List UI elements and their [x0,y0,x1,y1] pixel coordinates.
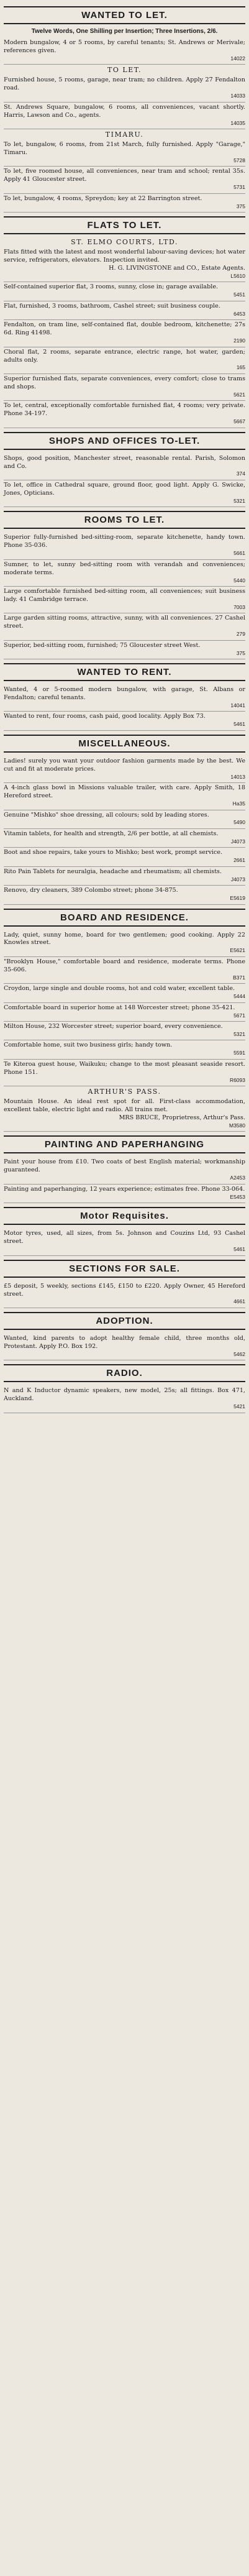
ad-item [4,957,245,984]
ad-reference: 5671 [233,1012,245,1019]
ad-item [4,320,245,347]
ad-item [4,247,245,282]
ad-reference: A2453 [230,1175,245,1181]
ad-reference: 14041 [230,702,245,708]
ad-reference: R6093 [229,1076,245,1083]
ad-reference: 375 [236,203,245,209]
ad-text: "Brooklyn House," comfortable board and residence, moderate terms. Phone 35-606. [4,958,245,973]
ad-reference: 14022 [230,55,245,62]
ad-reference: E5621 [230,947,245,954]
ad-text: Wanted, 4 or 5-roomed modern bungalow, with garage, St. Albans or Fendalton; careful tenants. [4,686,245,701]
section-heading-motor: Motor Requisites. [4,1207,245,1225]
ad-reference: 375 [236,649,245,656]
ad-item [4,301,245,320]
rate-notice: Twelve Words, One Shilling per Insertion; Three Insertions, 2/6. [31,28,218,35]
ad-reference: M3580 [229,1122,245,1129]
ad-item [4,587,245,613]
ad-item [4,38,245,65]
ad-text: To let, bungalow, 6 rooms, from 21st March, fully furnished. Apply "Garage," Timaru. [4,141,245,156]
ad-text: To let, bungalow, 4 rooms, Spreydon; key at 22 Barrington street. [4,195,202,202]
ad-item [4,829,245,848]
ad-text: Sumner, to let, sunny bed-sitting room with verandah and conveniences; moderate terms. [4,561,245,576]
ad-reference: 5661 [233,550,245,557]
ad-reference: 5444 [233,993,245,1000]
ad-item [4,1097,245,1132]
ad-reference: 5461 [233,1246,245,1253]
ad-reference: 5728 [233,157,245,163]
ad-text: £5 deposit, 5 weekly, sections £145, £150 to £220. Apply Owner, 45 Hereford street. [4,1282,245,1298]
ad-text: Te Kiteroa guest house, Waikuku; change to the most pleasant seaside resort. Phone 151. [4,1060,245,1076]
section-heading-shops-offices: SHOPS AND OFFICES TO-LET. [4,432,245,450]
ad-reference: 14013 [230,773,245,780]
ad-item [4,810,245,829]
ad-item [4,1022,245,1040]
ad-reference: 14035 [230,119,245,126]
ad-item [4,454,245,480]
ad-item [4,641,245,659]
ad-text: Superior furnished flats, separate conveniences, every comfort; close to trams and shops. [4,375,245,390]
ad-reference: 5667 [233,418,245,425]
ad-text: To let, five roomed house, all conveniences, near tram and school; rental 35s. Apply 41 Gloucester street. [4,168,245,183]
section-heading-sections-for-sale: SECTIONS FOR SALE. [4,1260,245,1278]
ad-item [4,930,245,957]
section-heading-adoption: ADOPTION. [4,1312,245,1330]
ad-item [4,560,245,587]
ad-reference: J4073 [230,876,245,882]
ad-reference: 5421 [233,1403,245,1410]
ad-text: Modern bungalow, 4 or 5 rooms, by careful tenants; St. Andrews or Merivale; references given. [4,39,245,54]
subheading-st-elmo-courts: ST. ELMO COURTS, LTD. [71,238,178,247]
ad-text: Mountain House. An ideal rest spot for all. First-class accommodation, excellent table, electric light and radio. All trains met. [4,1098,245,1114]
ad-item [4,401,245,428]
ad-item [4,1003,245,1022]
ad-reference: B371 [233,974,245,981]
section-heading-rooms-to-let: ROOMS TO LET. [4,511,245,529]
ad-signature: H. G. LIVINGSTONE and CO., Estate Agents. [109,265,245,272]
ad-text: Flats fitted with the latest and most wonderful labour-saving devices; hot water service, refrigerators, elevators. Inspection invited. [4,249,245,264]
ad-text: St. Andrews Square, bungalow, 6 rooms, all conveniences, vacant shortly. Harris, Lawson and Co., agents. [4,103,245,119]
ad-text: Large comfortable furnished bed-sitting room, all conveniences; suit business lady. 41 Cambridge terrace. [4,587,245,603]
ad-reference: 5321 [233,497,245,504]
ad-item [4,347,245,374]
ad-text: Choral flat, 2 rooms, separate entrance, electric range, hot water, garden; adults only. [4,348,245,364]
ad-text: Boot and shoe repairs, take yours to Mishko; best work, prompt service. [4,849,223,856]
ad-text: Superior, bed-sitting room, furnished; 75 Gloucester street West. [4,641,201,649]
ad-item [4,1229,245,1255]
section-heading-board-residence: BOARD AND RESIDENCE. [4,909,245,927]
section-heading-radio: RADIO. [4,1364,245,1382]
ad-item [4,1157,245,1184]
ad-reference: J4073 [230,838,245,845]
ad-text: Shops, good position, Manchester street, reasonable rental. Parish, Solomon and Co. [4,454,245,470]
section-heading-wanted-to-rent: WANTED TO RENT. [4,663,245,681]
ad-reference: 14033 [230,93,245,99]
section-heading-to-let: TO LET. [107,66,142,75]
ad-item [4,984,245,1002]
ad-item [4,848,245,866]
ad-item [4,1281,245,1308]
ad-reference: 374 [236,470,245,477]
ad-text: Motor tyres, used, all sizes, from 5s. Johnson and Couzins Ltd, 93 Cashel street. [4,1230,245,1245]
ad-text: Superior fully-furnished bed-sitting-room, separate kitchenette, handy town. Phone 35-036. [4,534,245,549]
ad-reference: 2661 [233,857,245,864]
ad-reference: 5440 [233,577,245,584]
ad-text: Large garden sitting rooms, attractive, sunny, with all conveniences. 27 Cashel street. [4,615,245,630]
ad-item [4,1040,245,1059]
ad-text: A 4-inch glass bowl in Missions valuable trailer, with care. Apply Smith, 18 Hereford street. [4,784,245,800]
subheading-timaru: TIMARU. [105,131,144,139]
ad-item [4,685,245,712]
ad-item [4,282,245,301]
ad-text: Painting and paperhanging, 12 years experience; estimates free. Phone 33-064. [4,1185,245,1193]
ad-reference: L5610 [230,272,245,279]
ad-item [4,886,245,904]
ad-item [4,194,245,213]
ad-signature: MRS BRUCE, Proprietress, Arthur's Pass. [119,1114,245,1122]
ad-text: Croydon, large single and double rooms, hot and cold water, excellent table. [4,985,235,992]
ad-reference: 6453 [233,310,245,317]
ad-reference: 4661 [233,1298,245,1305]
ad-item [4,140,245,167]
ad-item [4,75,245,102]
ad-reference: E5619 [230,895,245,902]
ad-text: Genuine "Mishko" shoe dressing, all colours; sold by leading stores. [4,811,209,818]
ad-item [4,167,245,193]
ad-text: Milton House, 232 Worcester street; superior board, every convenience. [4,1023,223,1030]
ad-item [4,1060,245,1086]
ad-text: Self-contained superior flat, 3 rooms, sunny, close in; garage available. [4,283,219,291]
ad-item [4,613,245,640]
ad-reference: 5462 [233,1350,245,1357]
ad-item [4,1386,245,1413]
ad-reference: 2190 [233,337,245,344]
ad-reference: 5591 [233,1050,245,1057]
ad-reference: Ha35 [232,800,245,807]
ad-text: Comfortable board in superior home at 148 Worcester street; phone 35-421. [4,1004,235,1011]
ad-item [4,712,245,730]
ad-text: Paint your house from £10. Two coats of best English material; workmanship guaranteed. [4,1158,245,1174]
ad-text: Wanted, kind parents to adopt healthy female child, three months old, Protestant. Apply P.O. Box 192. [4,1334,245,1350]
ad-reference: 5490 [233,819,245,826]
ad-item [4,480,245,507]
ad-item [4,533,245,559]
ad-text: Ladies! surely you want your outdoor fashion garments made by the best. We cut and fit at moderate prices. [4,757,245,772]
section-heading-flats-to-let: FLATS TO LET. [4,216,245,234]
ad-reference: 7003 [233,603,245,610]
subheading-arthurs-pass: ARTHUR'S PASS. [88,1088,161,1096]
ad-text: Flat, furnished, 3 rooms, bathroom, Cashel street; suit business couple. [4,302,220,309]
ad-text: Lady, quiet, sunny home, board for two gentlemen; good cooking. Apply 22 Knowles street. [4,931,245,947]
ad-reference: E5453 [230,1193,245,1200]
ad-reference: 5461 [233,721,245,728]
ad-text: To let, office in Cathedral square, ground floor, good light. Apply G. Swicke, Jones, Opticians. [4,481,245,497]
ad-reference: 5451 [233,291,245,298]
ad-text: Vitamin tablets, for health and strength, 2/6 per bottle, at all chemists. [4,830,219,837]
ad-text: Comfortable home, suit two business girls; handy town. [4,1042,173,1049]
ad-text: Fendalton, on tram line, self-contained flat, double bedroom, kitchenette; 27s 6d. Ring 41498. [4,321,245,337]
ad-reference: 279 [236,631,245,638]
section-heading-miscellaneous: MISCELLANEOUS. [4,735,245,753]
ad-item [4,756,245,783]
ad-item [4,1334,245,1360]
ad-text: Furnished house, 5 rooms, garage, near tram; no children. Apply 27 Fendalton road. [4,76,245,92]
ad-text: To let, central, exceptionally comfortable furnished flat, 4 rooms; very private. Phone 34-197. [4,402,245,418]
ad-item [4,867,245,886]
ad-reference: 5621 [233,391,245,398]
ad-text: Renovo, dry cleaners, 389 Colombo street; phone 34-875. [4,887,178,894]
ad-text: Wanted to rent, four rooms, cash paid, good locality. Apply Box 73. [4,713,206,720]
ad-item [4,374,245,401]
ad-text: N and K Inductor dynamic speakers, new model, 25s; all fittings. Box 471, Auckland. [4,1387,245,1403]
ad-item [4,103,245,129]
section-heading-wanted-to-let: WANTED TO LET. [4,6,245,24]
ad-text: Rito Pain Tablets for neuralgia, headache and rheumatism; all chemists. [4,868,222,875]
ad-reference: 165 [236,364,245,371]
ad-reference: 5731 [233,184,245,191]
ad-item [4,1185,245,1203]
ad-item [4,783,245,810]
section-heading-painting: PAINTING AND PAPERHANGING [4,1135,245,1153]
ad-reference: 5321 [233,1030,245,1037]
